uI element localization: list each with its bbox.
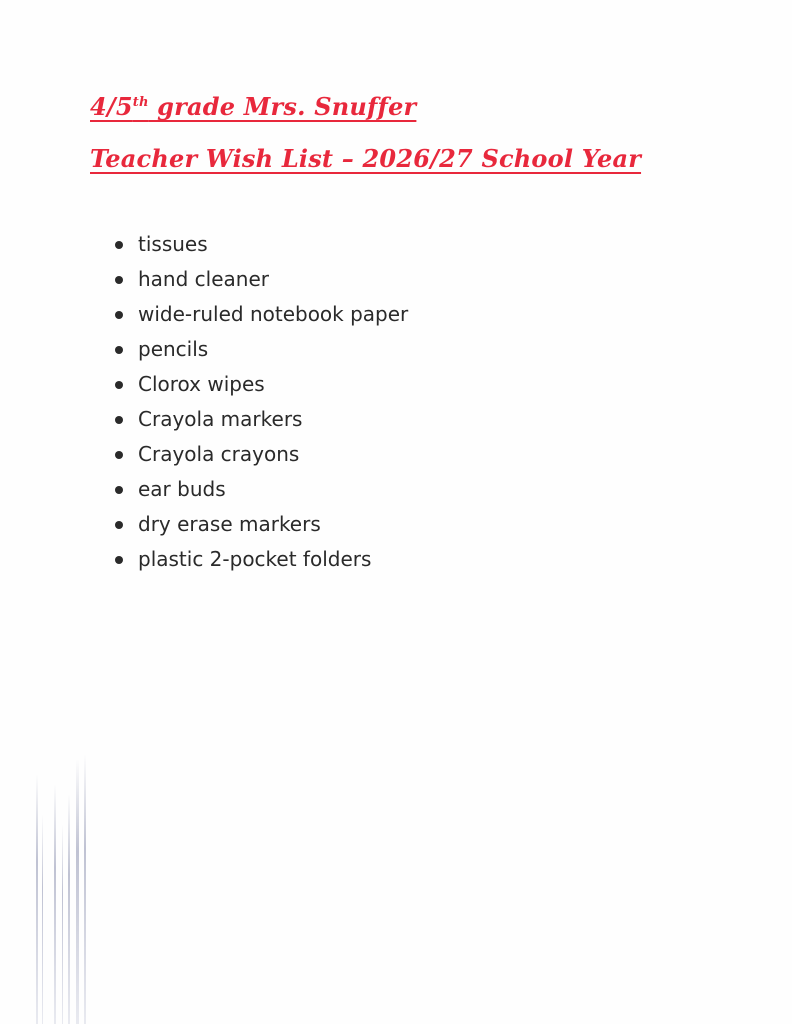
bullet-dot-icon: [115, 241, 123, 249]
list-item-label: Crayola markers: [138, 407, 303, 431]
list-item-label: Clorox wipes: [138, 372, 265, 396]
page-title-line1: [90, 92, 416, 122]
list-item: [108, 229, 408, 264]
scan-streak: [42, 814, 43, 1024]
bullet-dot-icon: [115, 486, 123, 494]
list-item: [108, 474, 408, 509]
list-item: [108, 264, 408, 299]
title-grade-suffix: th: [132, 95, 149, 110]
title-grade-number: 4/5: [90, 92, 133, 121]
bullet-dot-icon: [115, 311, 123, 319]
scan-streak-artifacts: [30, 750, 100, 1024]
bullet-dot-icon: [115, 346, 123, 354]
bullet-dot-icon: [115, 416, 123, 424]
list-item: [108, 369, 408, 404]
list-item: [108, 404, 408, 439]
list-item: [108, 509, 408, 544]
list-item: [108, 544, 408, 579]
scan-streak: [68, 794, 70, 1024]
scan-streak: [62, 824, 63, 1024]
list-item-label: Crayola crayons: [138, 442, 300, 466]
wish-list: [108, 229, 408, 579]
list-item-label: pencils: [138, 337, 209, 361]
list-item: [108, 439, 408, 474]
list-item: [108, 299, 408, 334]
list-item: [108, 334, 408, 369]
scan-streak: [76, 759, 79, 1024]
page-title-line2: Teacher Wish List – 2026/27 School Year: [90, 144, 642, 173]
list-item-label: dry erase markers: [138, 512, 321, 536]
list-item-label: plastic 2-pocket folders: [138, 547, 372, 571]
bullet-dot-icon: [115, 521, 123, 529]
bullet-dot-icon: [115, 276, 123, 284]
bullet-dot-icon: [115, 556, 123, 564]
scan-streak: [84, 754, 86, 1024]
bullet-dot-icon: [115, 451, 123, 459]
title-teacher-name: grade Mrs. Snuffer: [148, 92, 417, 121]
bullet-dot-icon: [115, 381, 123, 389]
scan-streak: [54, 784, 56, 1024]
list-item-label: ear buds: [138, 477, 226, 501]
list-item-label: tissues: [138, 232, 208, 256]
list-item-label: hand cleaner: [138, 267, 269, 291]
list-item-label: wide-ruled notebook paper: [138, 302, 409, 326]
scan-streak: [36, 774, 38, 1024]
